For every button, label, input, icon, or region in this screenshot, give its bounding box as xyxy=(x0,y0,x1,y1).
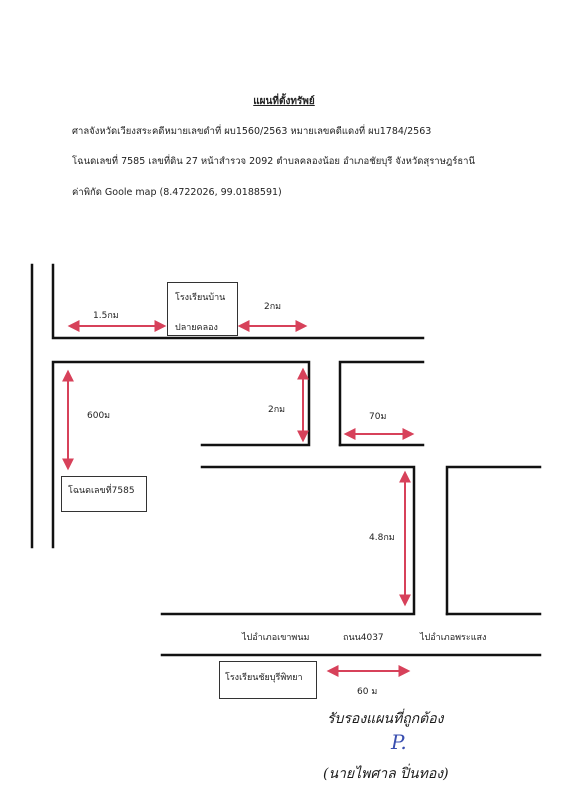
deed-7585-box xyxy=(61,476,147,512)
label-60m: 60 ม xyxy=(357,687,378,697)
label-70m: 70ม xyxy=(369,412,387,422)
school-bottom-label: โรงเรียนชัยบุรีพิทยา xyxy=(225,673,303,683)
signer-name-handwriting: (นายไพศาล ปิ่นทอง) xyxy=(323,766,449,782)
right-road-edge xyxy=(447,467,540,614)
school-top-line1: โรงเรียนบ้าน xyxy=(175,293,226,303)
left-block-road-edge xyxy=(53,362,309,547)
label-4-8km: 4.8กม xyxy=(369,533,395,543)
label-to-khao-phanom: ไปอำเภอเขาพนม xyxy=(242,633,310,643)
label-2km-top: 2กม xyxy=(264,302,282,312)
label-600m: 600ม xyxy=(87,411,111,421)
top-road-lower-edge xyxy=(53,265,423,338)
right-top-road-edge xyxy=(340,362,423,445)
label-road-4037: ถนน4037 xyxy=(343,633,384,643)
school-top-line2: ปลายคลอง xyxy=(175,323,218,333)
roads xyxy=(32,265,540,655)
title-deed-line: โฉนดเลขที่ 7585 เลขที่ดิน 27 หน้าสำรวจ 2092 ตำบลคลองน้อย อำเภอชัยบุรี จังหวัดสุราษฎร์ธานี xyxy=(72,156,475,167)
certification-handwriting: รับรองแผนที่ถูกต้อง xyxy=(327,711,444,727)
signature-initial: P. xyxy=(391,730,407,754)
court-case-line: ศาลจังหวัดเวียงสระคดีหมายเลขดำที่ ผบ1560/2563 หมายเลขคดีแดงที่ ผบ1784/2563 xyxy=(72,126,432,137)
deed-box-label: โฉนดเลขที่7585 xyxy=(68,486,135,496)
label-to-phra-saeng: ไปอำเภอพระแสง xyxy=(420,633,487,643)
label-2km-vertical: 2กม xyxy=(268,405,286,415)
coordinates-line: ค่าพิกัด Goole map (8.4722026, 99.0188591) xyxy=(72,187,282,198)
document-title: แผนที่ตั้งทรัพย์ xyxy=(253,96,315,107)
school-chaiburi-box xyxy=(219,661,317,699)
label-1-5km: 1.5กม xyxy=(93,311,119,321)
school-ban-plai-khlong-box xyxy=(167,282,238,336)
